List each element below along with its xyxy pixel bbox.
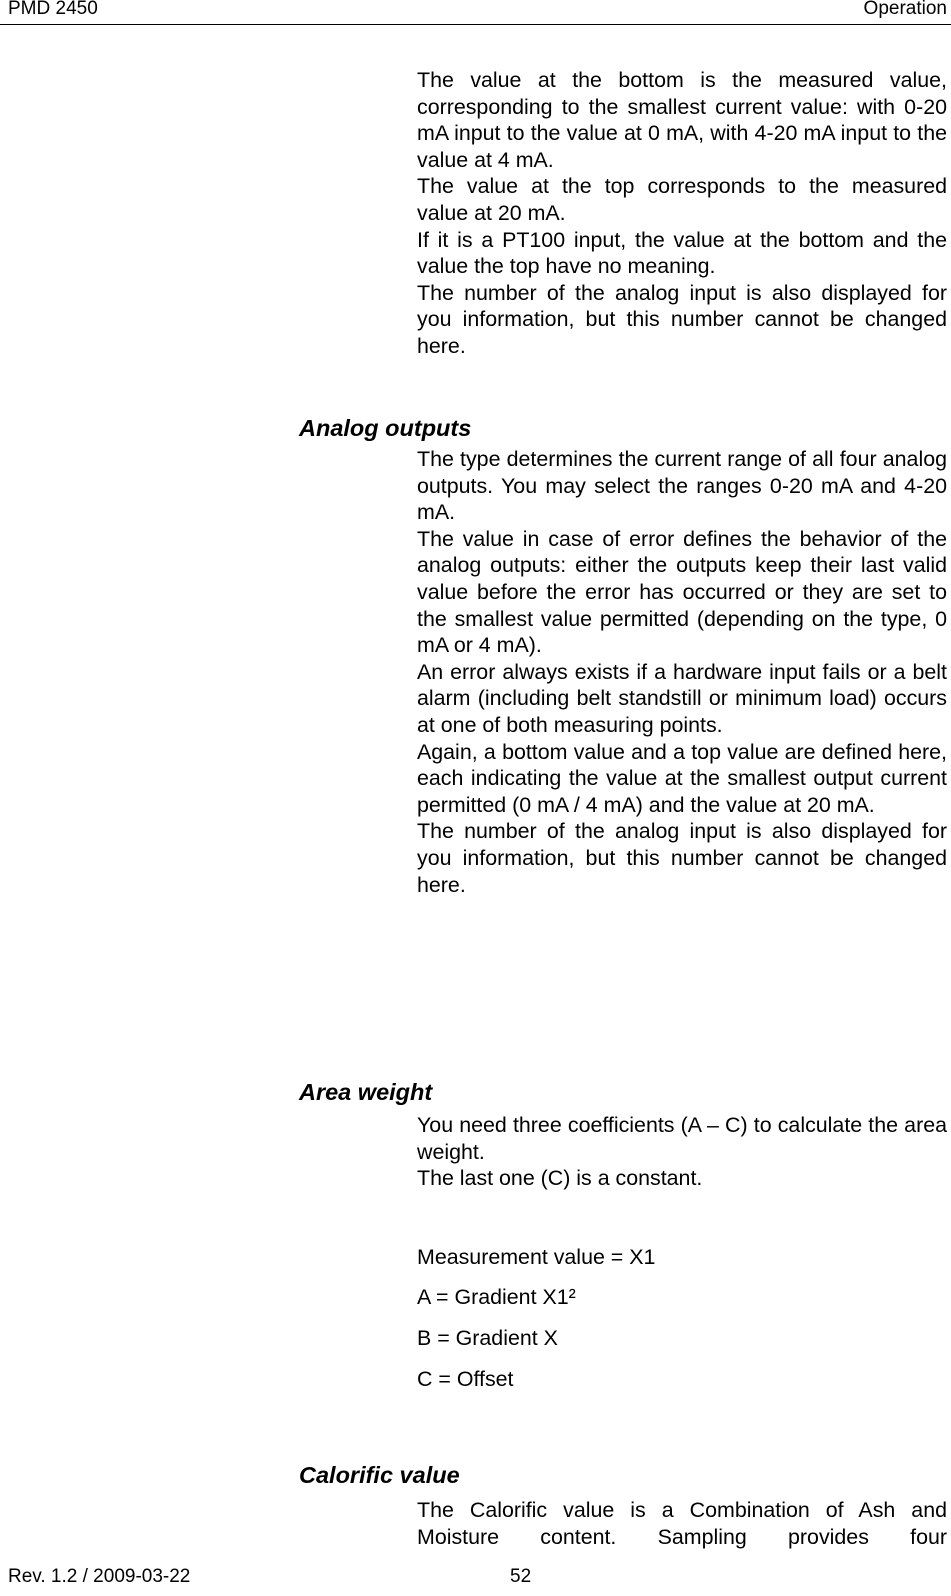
- analog-outputs-paragraph: The type determines the current range of all four analog outputs. You may select the ranges 0-20 mA and 4-20 mA.: [417, 447, 947, 525]
- intro-paragraph: If it is a PT100 input, the value at the bottom and the value the top have no meaning.: [417, 227, 947, 279]
- analog-outputs-paragraph: The number of the analog input is also displayed for you information, but this number cannot be changed here.: [417, 819, 947, 897]
- intro-paragraph: The value at the bottom is the measured value, corresponding to the smallest current value: with 0-20 mA input to the value at 0 mA, with 4-20 mA input to the value at 4 mA.: [417, 68, 947, 172]
- footer-revision: Rev. 1.2 / 2009-03-22: [8, 1566, 191, 1587]
- header-section-name: Operation: [863, 0, 947, 19]
- area-weight-section: [417, 1112, 947, 1192]
- analog-outputs-heading: Analog outputs: [299, 415, 472, 441]
- intro-paragraph: The number of the analog input is also displayed for you information, but this number cannot be changed here.: [417, 280, 947, 358]
- intro-section: [417, 67, 947, 360]
- page-header: [0, 0, 951, 25]
- analog-outputs-paragraph: Again, a bottom value and a top value are defined here, each indicating the value at the smallest output current permitted (0 mA / 4 mA) and the value at 20 mA.: [417, 739, 947, 817]
- analog-outputs-paragraph: An error always exists if a hardware input fails or a belt alarm (including belt standstill or minimum load) occurs at one of both measuring points.: [417, 659, 947, 737]
- area-weight-paragraph: The last one (C) is a constant.: [417, 1166, 703, 1191]
- footer-page-number: 52: [510, 1566, 532, 1587]
- formula-line: C = Offset: [417, 1367, 514, 1391]
- page-footer: [0, 1566, 951, 1596]
- analog-outputs-section: [417, 446, 947, 898]
- calorific-value-heading: Calorific value: [299, 1462, 460, 1488]
- formula-line: Measurement value = X1: [417, 1245, 656, 1269]
- header-product-name: PMD 2450: [8, 0, 98, 19]
- intro-paragraph: The value at the top corresponds to the measured value at 20 mA.: [417, 174, 947, 225]
- calorific-value-section: [417, 1497, 947, 1550]
- calorific-value-paragraph: The Calorific value is a Combination of Ash and Moisture content. Sampling provides four: [417, 1498, 947, 1549]
- formula-line: A = Gradient X1²: [417, 1285, 576, 1309]
- area-weight-heading: Area weight: [299, 1079, 433, 1105]
- analog-outputs-paragraph: The value in case of error defines the behavior of the analog outputs: either the outputs keep their last valid value before the error has occurred or they are set to the smallest value permitted (depending on the type, 0 mA or 4 mA).: [417, 526, 947, 658]
- area-weight-paragraph: You need three coefficients (A – C) to calculate the area weight.: [417, 1113, 947, 1164]
- formula-line: B = Gradient X: [417, 1326, 558, 1350]
